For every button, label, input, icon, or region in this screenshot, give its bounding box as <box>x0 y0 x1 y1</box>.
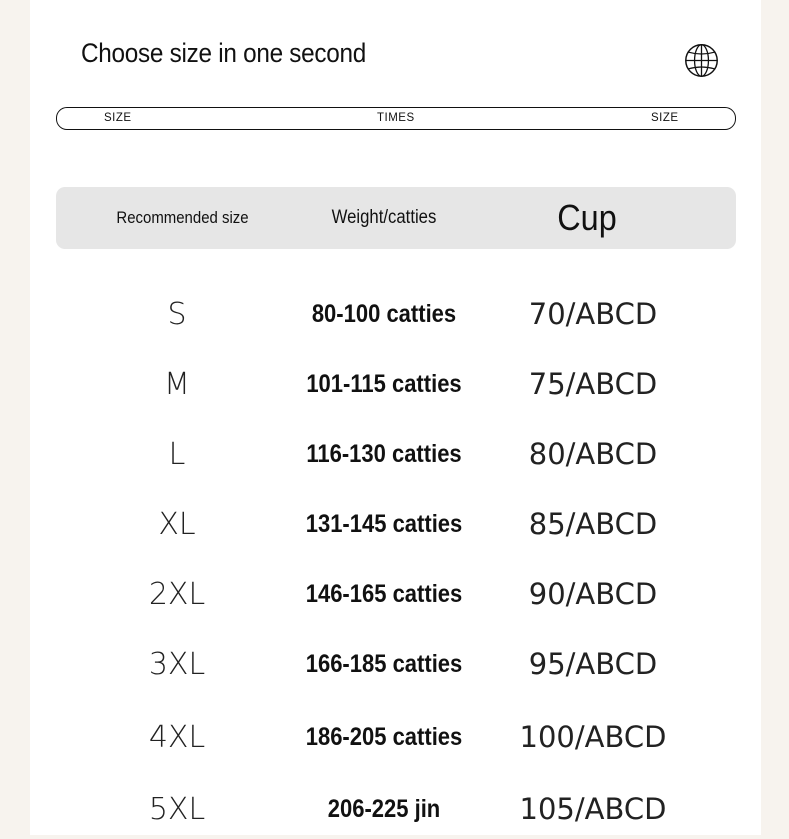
size-cell: 3XL <box>148 646 206 682</box>
cup-cell: 85/ABCD <box>528 507 658 541</box>
table-row <box>0 284 789 344</box>
weight-cell: 206-225 jin <box>327 794 441 823</box>
size-times-size-bar <box>56 107 736 130</box>
cup-cell: 90/ABCD <box>528 577 658 611</box>
size-cell: S <box>167 296 187 332</box>
weight-cell: 166-185 catties <box>305 649 463 678</box>
column-header-cup: Cup <box>557 197 617 238</box>
pill-label-right: SIZE <box>651 112 679 124</box>
weight-cell: 131-145 catties <box>305 509 463 538</box>
weight-cell: 116-130 catties <box>306 439 462 468</box>
weight-cell: 80-100 catties <box>311 299 457 328</box>
table-row <box>0 564 789 624</box>
table-row <box>0 354 789 414</box>
table-row <box>0 634 789 694</box>
cup-cell: 80/ABCD <box>528 437 658 471</box>
pill-label-left: SIZE <box>104 112 132 124</box>
size-cell: 2XL <box>148 576 206 612</box>
table-row <box>0 779 789 839</box>
table-row <box>0 494 789 554</box>
weight-cell: 146-165 catties <box>305 579 463 608</box>
column-header-weight: Weight/catties <box>331 207 437 228</box>
size-cell: 4XL <box>148 719 206 755</box>
size-cell: L <box>168 436 186 472</box>
table-header <box>56 187 736 249</box>
cup-cell: 70/ABCD <box>528 297 658 331</box>
size-cell: XL <box>158 506 196 542</box>
page-title: Choose size in one second <box>81 38 367 68</box>
size-cell: 5XL <box>148 791 206 827</box>
weight-cell: 101-115 catties <box>306 369 462 398</box>
column-header-size: Recommended size <box>116 208 249 227</box>
table-row <box>0 707 789 767</box>
weight-cell: 186-205 catties <box>305 722 463 751</box>
cup-cell: 95/ABCD <box>528 647 658 681</box>
table-row <box>0 424 789 484</box>
cup-cell: 75/ABCD <box>528 367 658 401</box>
size-cell: M <box>164 366 190 402</box>
cup-cell: 100/ABCD <box>519 720 667 754</box>
cup-cell: 105/ABCD <box>519 792 667 826</box>
pill-label-center: TIMES <box>377 112 415 124</box>
globe-icon <box>683 42 720 79</box>
